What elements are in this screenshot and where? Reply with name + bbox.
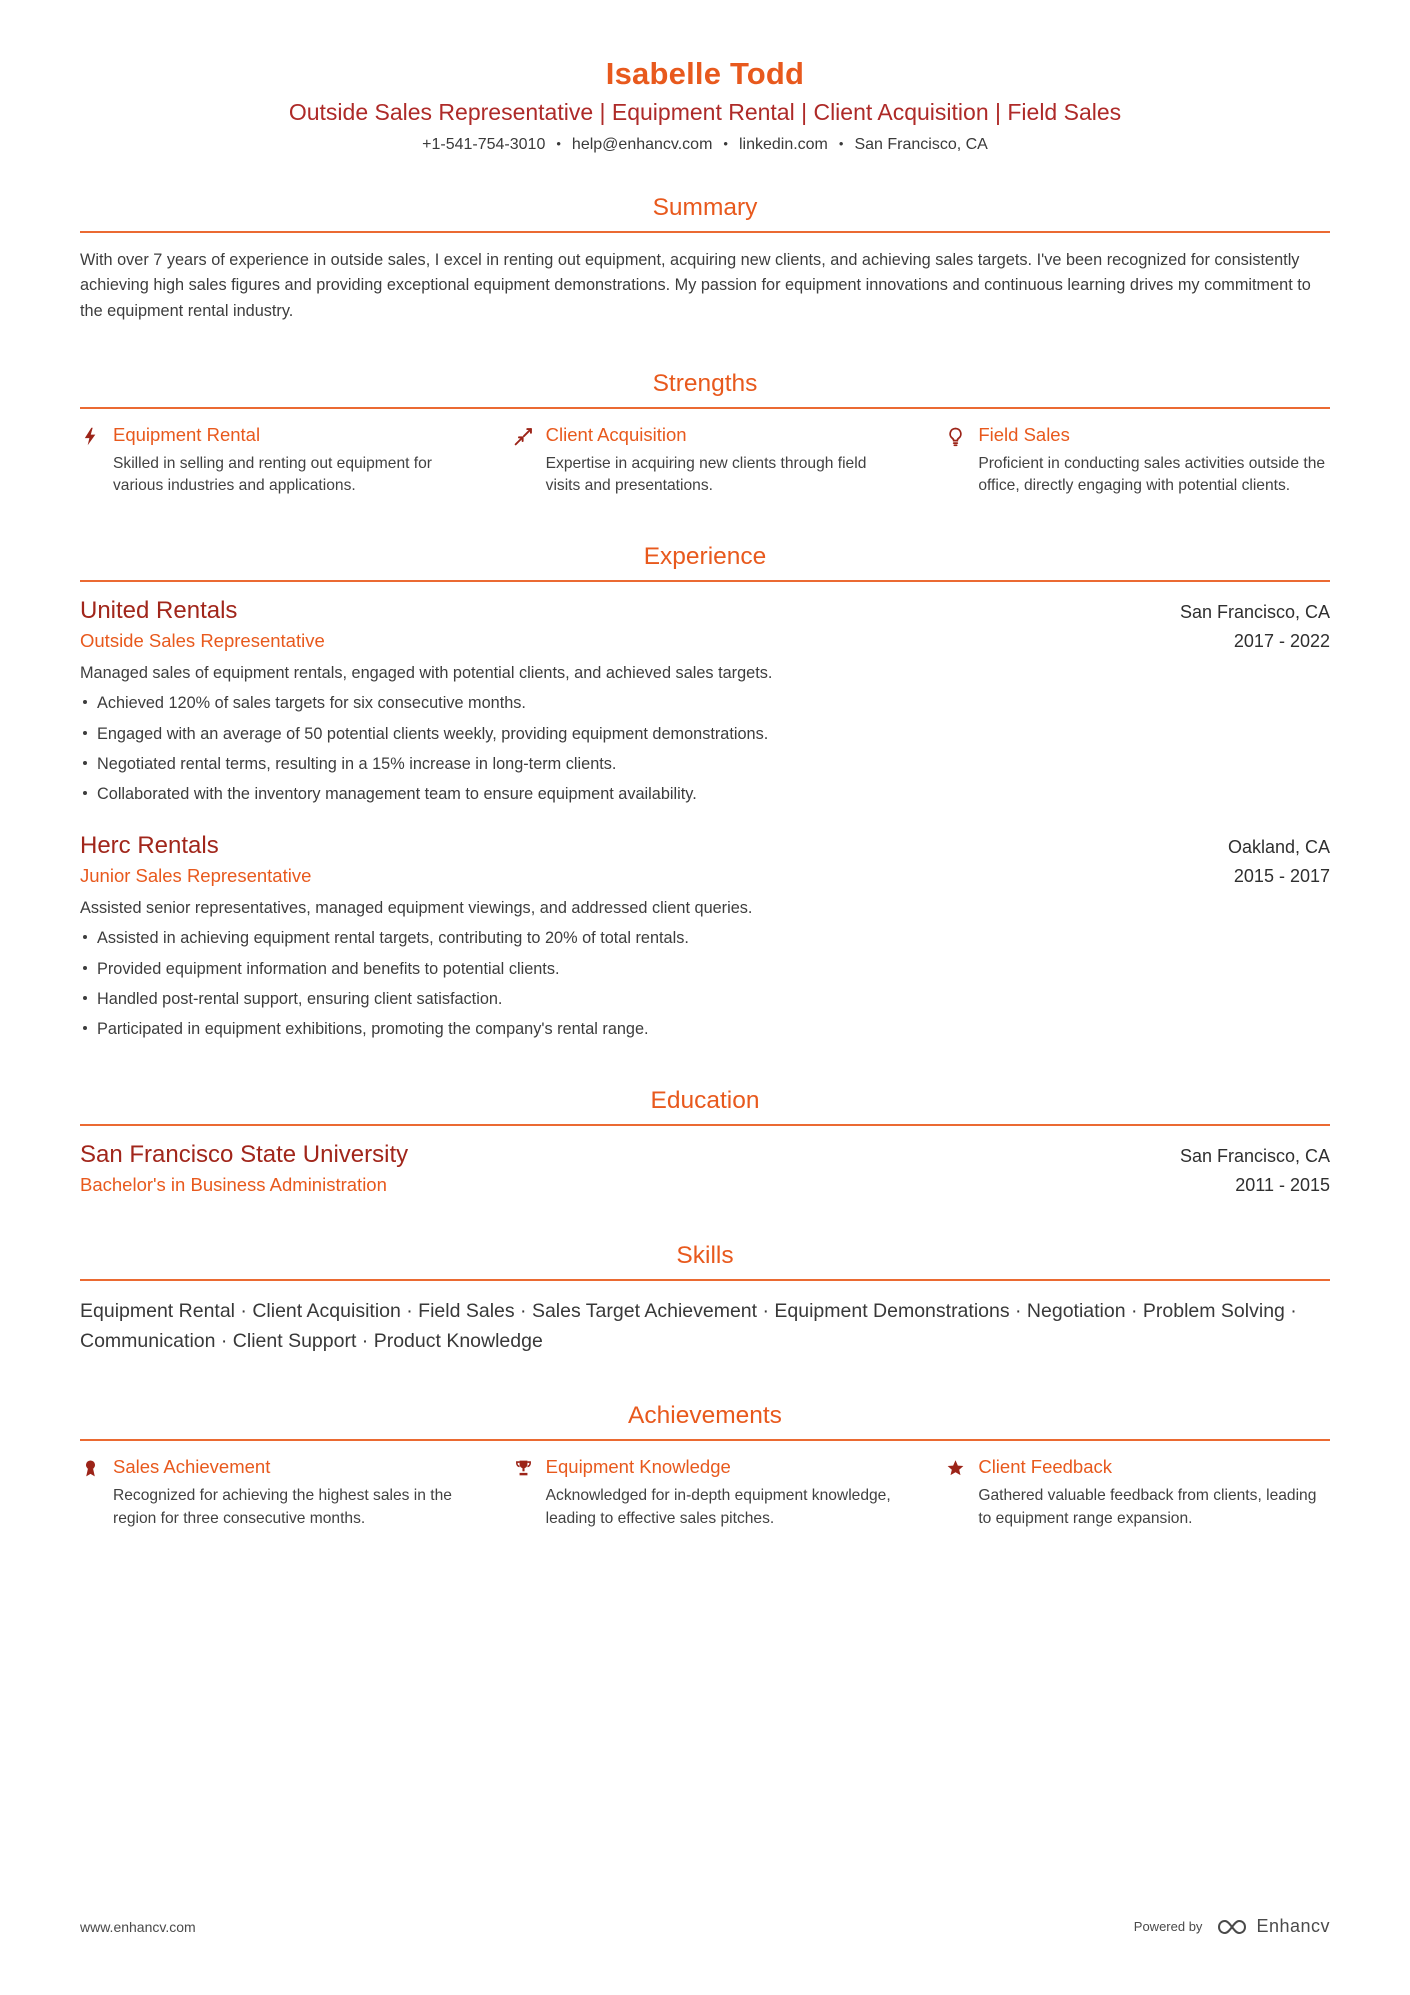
candidate-name: Isabelle Todd xyxy=(605,56,805,91)
bullet-list xyxy=(80,927,1330,1041)
bullet-item: Provided equipment information and benefits to potential clients. xyxy=(80,958,1330,981)
experience-heading: Experience xyxy=(80,543,1330,582)
achievements-section xyxy=(80,1402,1330,1529)
achievement-body xyxy=(546,1456,898,1529)
strength-title: Equipment Rental xyxy=(113,423,261,445)
strength-body xyxy=(978,424,1330,497)
phone-link[interactable]: +1-541-754-3010 xyxy=(422,136,546,153)
achievement-item xyxy=(80,1456,465,1529)
skills-heading: Skills xyxy=(80,1242,1330,1281)
achievement-body xyxy=(978,1456,1330,1529)
page-footer xyxy=(80,1916,1330,1937)
powered-by-label: Powered by xyxy=(1133,1919,1203,1934)
achievement-text: Gathered valuable feedback from clients, leading to equipment range expansion. xyxy=(978,1487,1317,1527)
medal-icon xyxy=(80,1458,101,1479)
bullet-list xyxy=(80,692,1330,806)
lightbulb-icon xyxy=(945,426,966,447)
strength-body xyxy=(546,424,898,497)
summary-heading: Summary xyxy=(80,194,1330,233)
achievement-item xyxy=(945,1456,1330,1529)
dot-separator: • xyxy=(723,136,728,151)
school-location: San Francisco, CA xyxy=(1179,1146,1330,1167)
contact-row xyxy=(80,136,1330,154)
linkedin-link[interactable]: linkedin.com xyxy=(738,136,828,153)
strength-item xyxy=(513,424,898,497)
strengths-heading: Strengths xyxy=(80,370,1330,409)
location-text: San Francisco, CA xyxy=(854,136,988,153)
strength-body xyxy=(113,424,465,497)
strength-text: Skilled in selling and renting out equipment for various industries and applications. xyxy=(113,454,433,494)
company-location: Oakland, CA xyxy=(1227,837,1330,858)
double-arrow-icon xyxy=(513,426,534,447)
bullet-item: Achieved 120% of sales targets for six consecutive months. xyxy=(80,692,1330,715)
experience-section xyxy=(80,543,1330,1041)
company-location: San Francisco, CA xyxy=(1179,602,1330,623)
infinity-logo-icon xyxy=(1216,1918,1248,1936)
education-heading: Education xyxy=(80,1087,1330,1126)
achievement-title: Sales Achievement xyxy=(113,1456,271,1478)
star-icon xyxy=(945,1458,966,1479)
school-name: San Francisco State University xyxy=(80,1141,409,1169)
entry-role-row xyxy=(80,1169,1330,1196)
dot-separator: • xyxy=(556,136,561,151)
company-name: United Rentals xyxy=(80,597,238,625)
degree-name: Bachelor's in Business Administration xyxy=(80,1174,387,1196)
achievement-body xyxy=(113,1456,465,1529)
summary-section xyxy=(80,194,1330,324)
bullet-item: Handled post-rental support, ensuring client satisfaction. xyxy=(80,988,1330,1011)
dot-separator: • xyxy=(838,136,844,151)
achievement-text: Recognized for achieving the highest sales in the region for three consecutive months. xyxy=(113,1487,452,1527)
strength-title: Client Acquisition xyxy=(545,423,687,445)
bullet-item: Participated in equipment exhibitions, promoting the company's rental range. xyxy=(80,1018,1330,1041)
job-summary: Managed sales of equipment rentals, engaged with potential clients, and achieved sales targets. xyxy=(80,664,773,683)
strength-title: Field Sales xyxy=(978,423,1070,445)
education-section xyxy=(80,1087,1330,1196)
summary-text: With over 7 years of experience in outside sales, I excel in renting out equipment, acquiring new clients, and achieving sales targets. I've been recognized for consistently achieving high sales figures and providing exceptional equipment demonstrations. My passion for equipment innovations and continuous learning drives my commitment to the equipment rental industry. xyxy=(80,251,1311,320)
enhancv-wordmark: Enhancv xyxy=(1256,1916,1330,1936)
job-role: Outside Sales Representative xyxy=(80,630,325,652)
experience-entry xyxy=(80,597,1330,806)
entry-role-row xyxy=(80,625,1330,652)
powered-by xyxy=(1134,1916,1330,1937)
achievement-text: Acknowledged for in-depth equipment knowledge, leading to effective sales pitches. xyxy=(545,1487,891,1527)
strength-item xyxy=(945,424,1330,497)
strength-text: Expertise in acquiring new clients through field visits and presentations. xyxy=(545,454,867,494)
experience-entry xyxy=(80,832,1330,1041)
skills-list: Equipment Rental · Client Acquisition · Field Sales · Sales Target Achievement · Equipment Demonstrations · Negotiation · Problem Solving · Communication · Client Support · Product Knowledge xyxy=(80,1300,1297,1353)
candidate-headline: Outside Sales Representative | Equipment Rental | Client Acquisition | Field Sales xyxy=(288,99,1122,125)
job-dates: 2015 - 2017 xyxy=(1233,866,1330,887)
job-dates: 2017 - 2022 xyxy=(1233,631,1330,652)
degree-dates: 2011 - 2015 xyxy=(1235,1175,1330,1196)
enhancv-site-link[interactable]: www.enhancv.com xyxy=(80,1918,196,1935)
entry-header-row xyxy=(80,832,1330,860)
entry-header-row xyxy=(80,597,1330,625)
email-link[interactable]: help@enhancv.com xyxy=(571,136,713,153)
job-role: Junior Sales Representative xyxy=(80,865,312,887)
trophy-icon xyxy=(513,1458,534,1479)
achievements-heading: Achievements xyxy=(80,1402,1330,1441)
strengths-section xyxy=(80,370,1330,497)
bullet-item: Negotiated rental terms, resulting in a 15% increase in long-term clients. xyxy=(80,753,1330,776)
bullet-item: Assisted in achieving equipment rental targets, contributing to 20% of total rentals. xyxy=(80,927,1330,950)
skills-section xyxy=(80,1242,1330,1356)
company-name: Herc Rentals xyxy=(80,832,219,860)
achievements-grid xyxy=(80,1456,1330,1529)
entry-role-row xyxy=(80,860,1330,887)
entry-header-row xyxy=(80,1141,1330,1169)
strength-item xyxy=(80,424,465,497)
bullet-item: Collaborated with the inventory management team to ensure equipment availability. xyxy=(80,783,1330,806)
education-entry xyxy=(80,1141,1330,1196)
achievement-item xyxy=(513,1456,898,1529)
achievement-title: Client Feedback xyxy=(978,1456,1113,1478)
achievement-title: Equipment Knowledge xyxy=(545,1456,731,1478)
enhancv-logo[interactable] xyxy=(1216,1916,1330,1937)
resume-header xyxy=(80,56,1330,154)
strength-text: Proficient in conducting sales activities outside the office, directly engaging with potential clients. xyxy=(978,454,1326,494)
bullet-item: Engaged with an average of 50 potential clients weekly, providing equipment demonstrations. xyxy=(80,723,1330,746)
job-summary: Assisted senior representatives, managed equipment viewings, and addressed client queries. xyxy=(80,899,753,918)
strengths-grid xyxy=(80,424,1330,497)
lightning-icon xyxy=(80,426,101,447)
